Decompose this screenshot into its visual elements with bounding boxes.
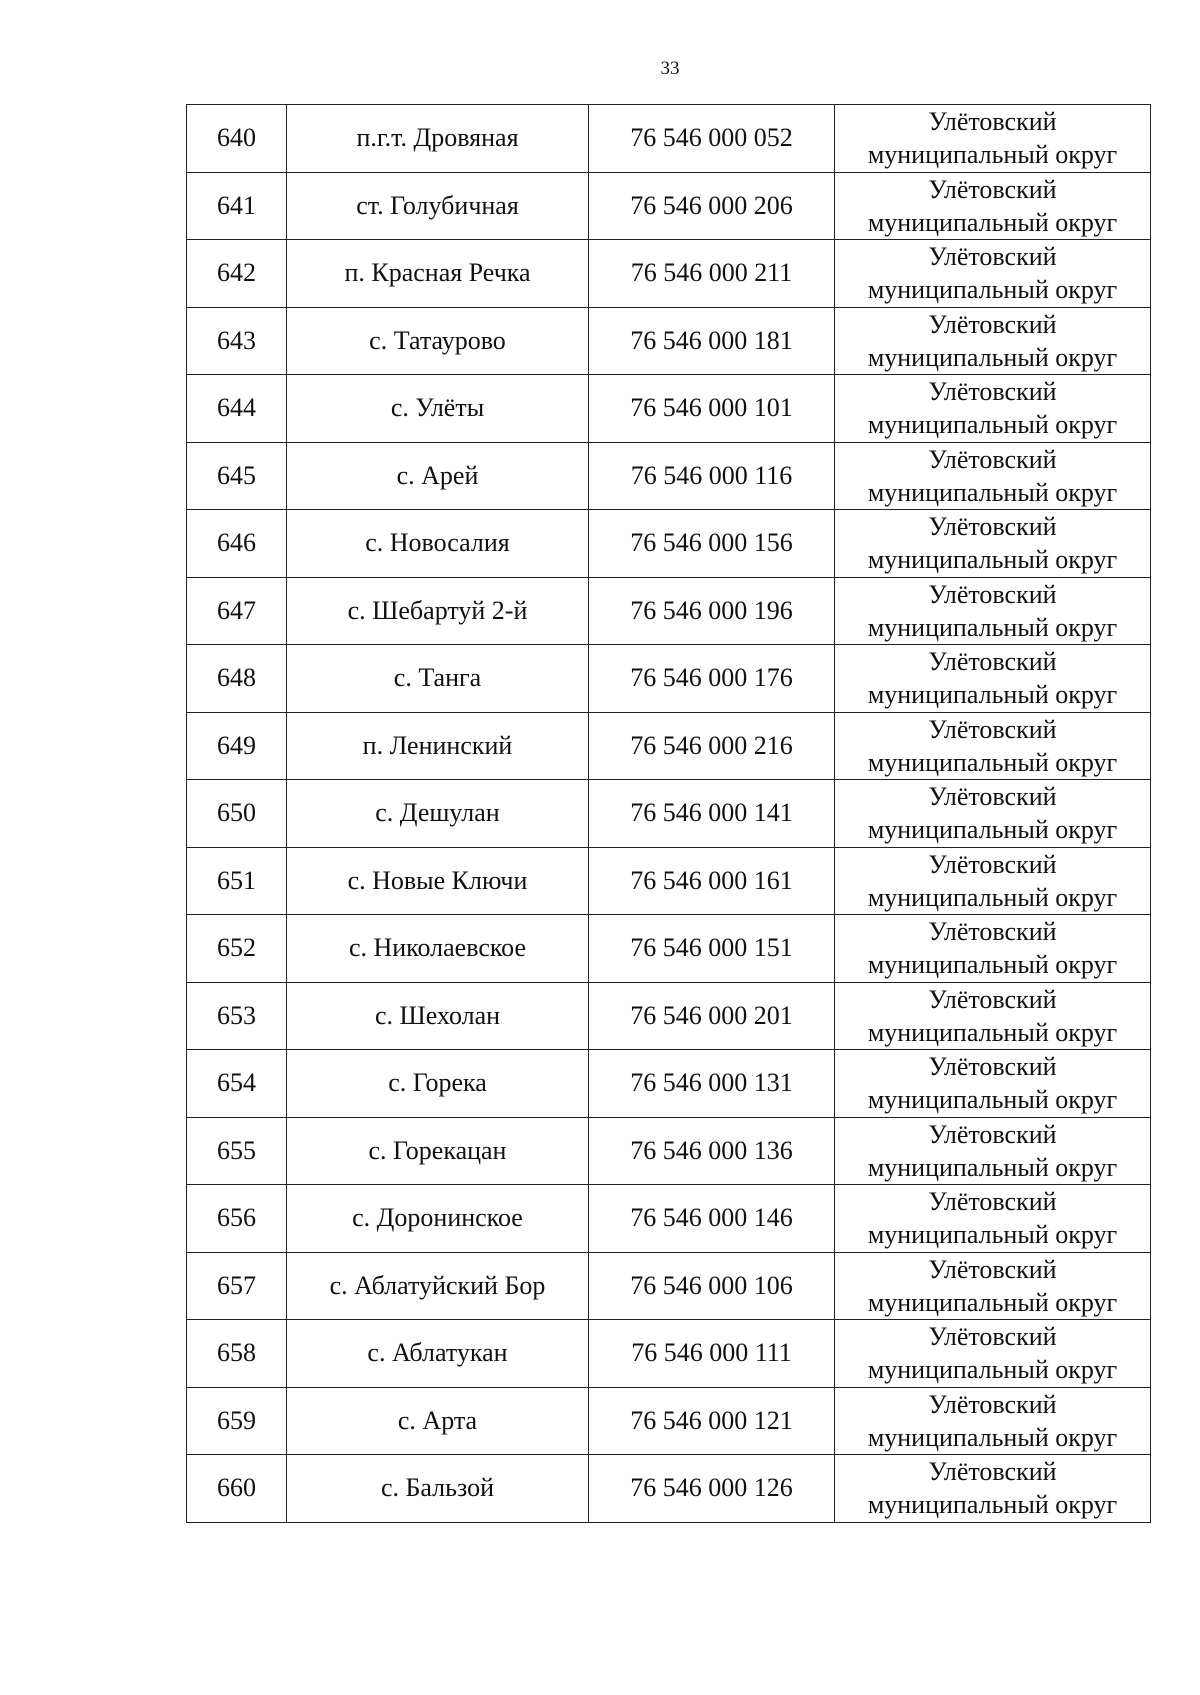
row-number-cell: 650 [187,780,287,848]
oktmo-code-cell: 76 546 000 146 [589,1185,835,1253]
row-number-cell: 652 [187,915,287,983]
district-type-line: муниципальный округ [867,612,1118,642]
row-number-cell: 645 [187,442,287,510]
settlement-name-cell: с. Улёты [287,375,589,443]
table-row [187,982,1151,1050]
row-number-cell: 654 [187,1050,287,1118]
district-name-line: Улётовский [928,444,1057,474]
settlement-name-cell: с. Татаурово [287,307,589,375]
district-type-line: муниципальный округ [867,275,1118,305]
district-type-line: муниципальный округ [867,1017,1118,1047]
district-name-line: Улётовский [928,1254,1057,1284]
district-name-line: Улётовский [928,579,1057,609]
oktmo-code-cell: 76 546 000 201 [589,982,835,1050]
district-name-line: Улётовский [928,984,1057,1014]
oktmo-code-cell: 76 546 000 131 [589,1050,835,1118]
district-type-line: муниципальный округ [867,1085,1118,1115]
oktmo-code-cell: 76 546 000 121 [589,1387,835,1455]
row-number-cell: 643 [187,307,287,375]
district-cell [835,645,1151,713]
table-row [187,307,1151,375]
district-type-line: муниципальный округ [867,1422,1118,1452]
oktmo-code-cell: 76 546 000 141 [589,780,835,848]
settlement-name-cell: с. Горекацан [287,1117,589,1185]
district-name-line: Улётовский [928,242,1057,272]
district-cell [835,847,1151,915]
district-name-line: Улётовский [928,309,1057,339]
row-number-cell: 651 [187,847,287,915]
row-number-cell: 641 [187,172,287,240]
settlement-name-cell: с. Шехолан [287,982,589,1050]
district-cell [835,172,1151,240]
district-type-line: муниципальный округ [867,680,1118,710]
row-number-cell: 656 [187,1185,287,1253]
settlement-name-cell: п.г.т. Дровяная [287,105,589,173]
district-type-line: муниципальный округ [867,1490,1118,1520]
district-cell [835,1252,1151,1320]
district-name-line: Улётовский [928,1322,1057,1352]
table-row [187,1320,1151,1388]
row-number-cell: 655 [187,1117,287,1185]
table-row [187,1252,1151,1320]
oktmo-code-cell: 76 546 000 136 [589,1117,835,1185]
district-type-line: муниципальный округ [867,545,1118,575]
table-row [187,105,1151,173]
page-number: 33 [660,58,680,79]
district-name-line: Улётовский [928,174,1057,204]
oktmo-code-cell: 76 546 000 196 [589,577,835,645]
oktmo-code-cell: 76 546 000 206 [589,172,835,240]
district-cell [835,780,1151,848]
district-name-line: Улётовский [928,512,1057,542]
district-type-line: муниципальный округ [867,1152,1118,1182]
table-row [187,1117,1151,1185]
oktmo-code-cell: 76 546 000 216 [589,712,835,780]
district-cell [835,1320,1151,1388]
row-number-cell: 648 [187,645,287,713]
settlement-name-cell: с. Дешулан [287,780,589,848]
district-type-line: муниципальный округ [867,342,1118,372]
row-number-cell: 649 [187,712,287,780]
district-name-line: Улётовский [928,1389,1057,1419]
row-number-cell: 658 [187,1320,287,1388]
district-cell [835,915,1151,983]
district-name-line: Улётовский [928,1119,1057,1149]
table-row [187,442,1151,510]
settlement-name-cell: с. Аблатукан [287,1320,589,1388]
table-row [187,375,1151,443]
district-name-line: Улётовский [928,714,1057,744]
district-name-line: Улётовский [928,107,1057,137]
district-name-line: Улётовский [928,1457,1057,1487]
table-row [187,712,1151,780]
settlement-name-cell: с. Новые Ключи [287,847,589,915]
oktmo-code-cell: 76 546 000 156 [589,510,835,578]
district-cell [835,1455,1151,1523]
settlement-name-cell: п. Ленинский [287,712,589,780]
district-type-line: муниципальный округ [867,1355,1118,1385]
district-cell [835,1185,1151,1253]
row-number-cell: 644 [187,375,287,443]
settlement-name-cell: с. Николаевское [287,915,589,983]
table-row [187,1050,1151,1118]
settlement-name-cell: ст. Голубичная [287,172,589,240]
settlement-name-cell: с. Доронинское [287,1185,589,1253]
district-type-line: муниципальный округ [867,1220,1118,1250]
row-number-cell: 653 [187,982,287,1050]
table-row [187,1387,1151,1455]
row-number-cell: 640 [187,105,287,173]
district-cell [835,712,1151,780]
settlement-name-cell: с. Бальзой [287,1455,589,1523]
district-cell [835,510,1151,578]
row-number-cell: 659 [187,1387,287,1455]
row-number-cell: 657 [187,1252,287,1320]
district-cell [835,1117,1151,1185]
table-row [187,577,1151,645]
row-number-cell: 642 [187,240,287,308]
district-cell [835,105,1151,173]
table-row [187,847,1151,915]
oktmo-code-cell: 76 546 000 176 [589,645,835,713]
district-cell [835,442,1151,510]
district-type-line: муниципальный округ [867,410,1118,440]
oktmo-code-cell: 76 546 000 126 [589,1455,835,1523]
district-type-line: муниципальный округ [867,882,1118,912]
table-body [187,105,1151,1523]
district-type-line: муниципальный округ [867,747,1118,777]
district-name-line: Улётовский [928,377,1057,407]
district-name-line: Улётовский [928,1052,1057,1082]
settlement-name-cell: с. Танга [287,645,589,713]
table-row [187,915,1151,983]
district-cell [835,982,1151,1050]
table-row [187,240,1151,308]
district-type-line: муниципальный округ [867,1287,1118,1317]
oktmo-code-cell: 76 546 000 181 [589,307,835,375]
district-cell [835,375,1151,443]
oktmo-code-cell: 76 546 000 161 [589,847,835,915]
row-number-cell: 647 [187,577,287,645]
oktmo-code-cell: 76 546 000 151 [589,915,835,983]
settlement-name-cell: с. Горека [287,1050,589,1118]
settlement-name-cell: с. Арей [287,442,589,510]
district-cell [835,307,1151,375]
table-row [187,510,1151,578]
row-number-cell: 646 [187,510,287,578]
settlement-name-cell: с. Новосалия [287,510,589,578]
settlement-name-cell: с. Арта [287,1387,589,1455]
table-row [187,172,1151,240]
district-name-line: Улётовский [928,1187,1057,1217]
settlement-name-cell: с. Шебартуй 2-й [287,577,589,645]
table-row [187,645,1151,713]
district-type-line: муниципальный округ [867,815,1118,845]
table-row [187,1455,1151,1523]
district-cell [835,240,1151,308]
table-row [187,1185,1151,1253]
district-name-line: Улётовский [928,647,1057,677]
oktmo-code-cell: 76 546 000 116 [589,442,835,510]
oktmo-code-cell: 76 546 000 111 [589,1320,835,1388]
district-cell [835,1387,1151,1455]
row-number-cell: 660 [187,1455,287,1523]
district-name-line: Улётовский [928,917,1057,947]
district-type-line: муниципальный округ [867,950,1118,980]
district-cell [835,577,1151,645]
oktmo-code-cell: 76 546 000 106 [589,1252,835,1320]
district-name-line: Улётовский [928,849,1057,879]
oktmo-code-cell: 76 546 000 101 [589,375,835,443]
settlement-name-cell: с. Аблатуйский Бор [287,1252,589,1320]
district-type-line: муниципальный округ [867,207,1118,237]
oktmo-code-cell: 76 546 000 052 [589,105,835,173]
table-row [187,780,1151,848]
district-type-line: муниципальный округ [867,477,1118,507]
district-name-line: Улётовский [928,782,1057,812]
district-type-line: муниципальный округ [867,140,1118,170]
settlement-name-cell: п. Красная Речка [287,240,589,308]
oktmo-code-cell: 76 546 000 211 [589,240,835,308]
settlements-table [186,104,1151,1523]
district-cell [835,1050,1151,1118]
